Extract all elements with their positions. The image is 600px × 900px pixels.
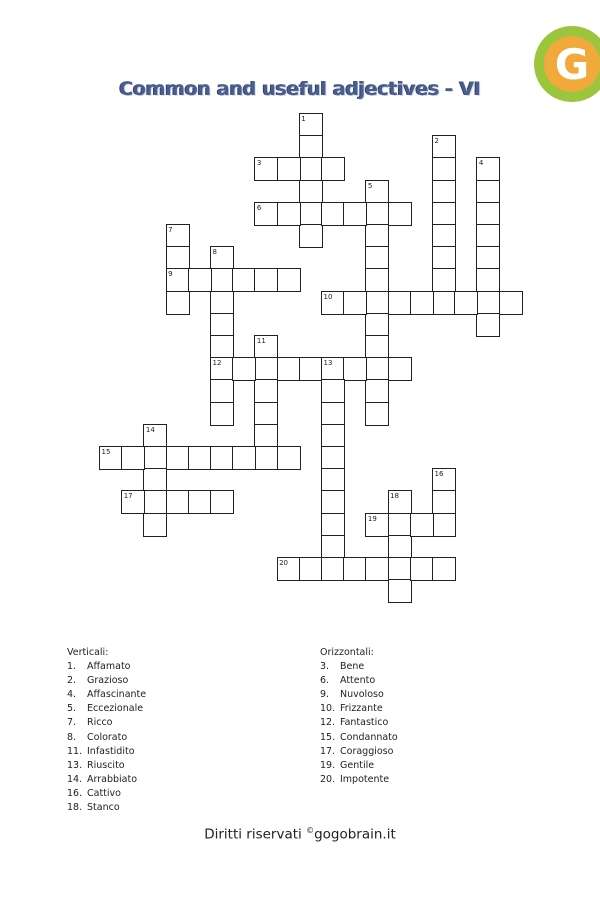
crossword-cell[interactable] [365,291,389,315]
crossword-cell[interactable] [143,513,167,537]
crossword-cell[interactable] [410,513,434,537]
crossword-cell[interactable] [388,513,412,537]
horizontal-clue [320,731,398,745]
vertical-clue [67,787,146,801]
crossword-cell[interactable] [166,246,190,270]
svg-text:G: G [554,40,590,89]
crossword-cell[interactable] [476,268,500,292]
crossword-cell[interactable] [299,180,323,204]
crossword-cell[interactable] [254,379,278,403]
crossword-cell[interactable] [277,157,301,181]
crossword-cell[interactable] [321,202,345,226]
crossword-cell[interactable] [321,157,345,181]
crossword-cell[interactable] [210,313,234,337]
crossword-cell[interactable] [343,557,367,581]
vertical-heading: Verticali: [67,647,109,658]
clue-number-label: 9 [168,270,173,279]
clue-number-label: 2 [434,137,439,146]
clue-text: Affamato [87,661,131,673]
crossword-cell[interactable] [143,490,167,514]
clue-text: Riuscito [87,759,125,771]
clue-number-label: 17 [123,492,133,501]
crossword-cell[interactable] [254,446,278,470]
crossword-cell[interactable] [188,490,212,514]
crossword-cell[interactable] [166,291,190,315]
crossword-cell[interactable] [321,535,345,559]
crossword-cell[interactable] [365,246,389,270]
crossword-cell[interactable] [232,268,256,292]
clue-number: 15. [320,731,336,743]
crossword-cell[interactable] [365,557,389,581]
crossword-cell[interactable] [299,224,323,248]
crossword-cell[interactable] [476,224,500,248]
vertical-clue [67,731,146,745]
clue-text: Ricco [87,717,113,729]
crossword-cell[interactable] [388,357,412,381]
crossword-cell[interactable] [432,513,456,537]
crossword-cell[interactable] [321,490,345,514]
clue-number: 6. [320,675,330,687]
clue-text: Impotente [340,773,390,785]
crossword-cell[interactable] [277,446,301,470]
crossword-cell[interactable] [232,357,256,381]
horizontal-clue [320,674,398,688]
clue-text: Stanco [87,802,120,814]
clue-number-label: 10 [323,292,333,301]
horizontal-clue [320,716,398,730]
clue-number: 20. [320,773,336,785]
vertical-clue [67,759,146,773]
crossword-cell[interactable] [388,291,412,315]
crossword-cell[interactable] [210,335,234,359]
crossword-cell[interactable] [432,224,456,248]
vertical-clue [67,702,146,716]
clue-number: 9. [320,689,330,701]
crossword-cell[interactable] [365,202,389,226]
clue-number-label: 13 [323,359,333,368]
crossword-cell[interactable] [365,224,389,248]
crossword-cell[interactable] [343,291,367,315]
vertical-clue [67,688,146,702]
clue-number: 1. [67,661,77,673]
vertical-clue [67,660,146,674]
crossword-cell[interactable] [210,446,234,470]
crossword-cell[interactable] [365,379,389,403]
footer-site: gogobrain.it [314,826,396,843]
crossword-cell[interactable] [210,402,234,426]
clue-text: Grazioso [87,675,129,687]
crossword-cell[interactable] [365,335,389,359]
crossword-cell[interactable] [166,490,190,514]
clue-number: 10. [320,703,336,715]
crossword-cell[interactable] [432,268,456,292]
vertical-clues [67,646,146,815]
crossword-cell[interactable] [321,513,345,537]
horizontal-clue [320,759,398,773]
clue-text: Nuvoloso [340,689,384,701]
clue-text: Condannato [340,731,398,743]
clue-number-label: 16 [434,470,444,479]
crossword-cell[interactable] [210,490,234,514]
clue-number: 3. [320,661,330,673]
vertical-clue [67,674,146,688]
page-title: Common and useful adjectives - VI [119,78,481,100]
crossword-cell[interactable] [210,379,234,403]
crossword-cell[interactable] [476,313,500,337]
crossword-cell[interactable] [476,180,500,204]
clue-number: 5. [67,703,77,715]
clue-number-label: 11 [256,337,266,345]
crossword-cell[interactable] [365,268,389,292]
clue-text: Fantastico [340,717,389,729]
crossword-cell[interactable] [365,402,389,426]
crossword-cell[interactable] [210,268,234,292]
horizontal-clue [320,745,398,759]
copyright-symbol: © [306,826,315,835]
vertical-clue [67,773,146,787]
clue-number-label: 8 [212,248,217,257]
clue-text: Colorato [87,731,128,743]
clue-text: Frizzante [340,703,383,715]
clue-number: 8. [67,731,77,743]
crossword-cell[interactable] [499,291,523,315]
crossword-cell[interactable] [343,357,367,381]
crossword-cell[interactable] [299,557,323,581]
crossword-cell[interactable] [432,157,456,181]
crossword-cell[interactable] [365,313,389,337]
clue-number-label: 5 [367,181,373,190]
crossword-cell[interactable] [166,446,190,470]
clue-text: Cattivo [87,787,121,799]
clue-number: 12. [320,717,336,729]
clue-text: Arrabbiato [87,773,138,785]
clue-number: 4. [67,689,77,701]
horizontal-clue [320,660,398,674]
crossword-cell[interactable] [454,291,478,315]
vertical-clue [67,745,146,759]
clue-number-label: 12 [212,359,222,368]
clue-text: Bene [340,661,365,673]
horizontal-clue [320,702,398,716]
clue-text: Affascinante [87,689,147,701]
clue-number: 14. [67,773,83,785]
clue-number: 18. [67,802,83,814]
clue-text: Infastidito [87,745,135,757]
clue-number: 16. [67,787,83,799]
crossword-cell[interactable] [410,557,434,581]
clue-number-label: 15 [101,448,111,456]
horizontal-clues [320,646,398,787]
crossword-cell[interactable] [277,357,301,381]
crossword-cell[interactable] [321,468,345,492]
crossword-cell[interactable] [143,446,167,470]
crossword-cell[interactable] [254,424,278,448]
clue-number-label: 6 [256,203,262,212]
clue-number-label: 20 [279,559,289,567]
clue-text: Attento [340,675,376,687]
copyright-footer [0,826,600,843]
crossword-cell[interactable] [410,291,434,315]
clue-number: 11. [67,745,83,757]
crossword-cell[interactable] [432,557,456,581]
crossword-cell[interactable] [188,268,212,292]
crossword-cell[interactable] [365,357,389,381]
clue-number-label: 7 [168,226,173,234]
crossword-cell[interactable] [476,246,500,270]
crossword-cell[interactable] [210,291,234,315]
crossword-cell[interactable] [277,268,301,292]
crossword-cell[interactable] [476,202,500,226]
crossword-cell[interactable] [388,579,412,603]
vertical-clue [67,716,146,730]
footer-text: Diritti riservati [204,826,307,843]
crossword-cell[interactable] [232,446,256,470]
crossword-cell[interactable] [254,268,278,292]
clue-number-label: 14 [145,425,155,434]
crossword-cell[interactable] [432,202,456,226]
crossword-cell[interactable] [188,446,212,470]
clue-number: 17. [320,745,336,757]
horizontal-clue [320,688,398,702]
crossword-cell[interactable] [143,468,167,492]
crossword-cell[interactable] [321,402,345,426]
crossword-cell[interactable] [432,246,456,270]
clue-number-label: 19 [367,514,377,523]
crossword-cell[interactable] [432,490,456,514]
crossword-cell[interactable] [121,446,145,470]
crossword-cell[interactable] [299,202,323,226]
crossword-cell[interactable] [476,291,500,315]
crossword-cell[interactable] [388,202,412,226]
crossword-cell[interactable] [432,180,456,204]
crossword-cell[interactable] [388,557,412,581]
crossword-cell[interactable] [299,135,323,159]
clue-text: Coraggioso [340,745,394,757]
crossword-cell[interactable] [321,557,345,581]
clue-number-label: 18 [390,492,400,501]
clue-number: 7. [67,717,77,729]
crossword-cell[interactable] [432,291,456,315]
crossword-cell[interactable] [277,202,301,226]
clue-number: 2. [67,675,77,687]
horizontal-heading: Orizzontali: [320,647,374,658]
crossword-cell[interactable] [321,424,345,448]
clue-number: 19. [320,759,336,771]
clue-number: 13. [67,759,83,771]
clue-number-label: 4 [478,159,484,168]
clue-number-label: 3 [256,159,262,168]
crossword-cell[interactable] [321,379,345,403]
crossword-cell[interactable] [343,202,367,226]
crossword-cell[interactable] [254,357,278,381]
horizontal-clue [320,773,398,787]
clue-text: Gentile [340,759,375,771]
clue-number-label: 1 [301,115,306,123]
clue-text: Eccezionale [87,703,144,715]
crossword-cell[interactable] [254,402,278,426]
crossword-cell[interactable] [299,357,323,381]
crossword-cell[interactable] [299,157,323,181]
crossword-cell[interactable] [388,535,412,559]
crossword-cell[interactable] [321,446,345,470]
vertical-clue [67,801,146,815]
